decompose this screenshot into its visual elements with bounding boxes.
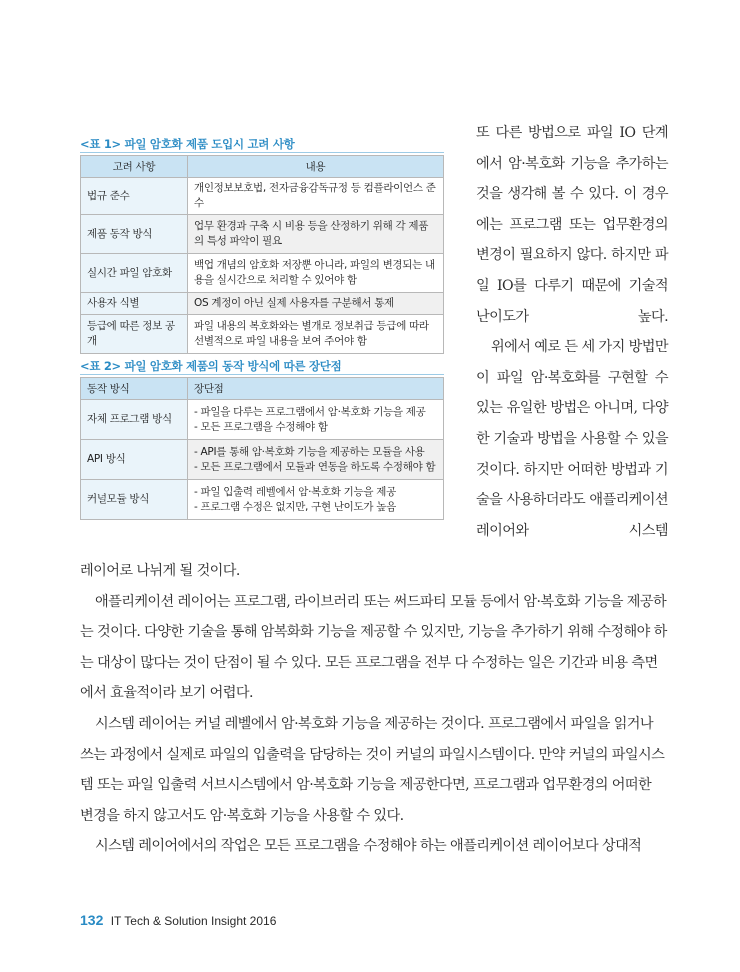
- page-number: 132: [80, 912, 104, 928]
- table-row: [81, 315, 444, 354]
- table-row: [81, 254, 444, 293]
- paragraph: 위에서 예로 든 세 가지 방법만이 파일 암·복호화를 구현할 수 있는 유일한 방법은 아니며, 다양한 기술과 방법을 사용할 수 있을 것이다. 하지만 어떠한 방법과 기술을 사용하더라도 애플리케이션 레이어와 시스템: [476, 339, 668, 539]
- right-column-text: [476, 118, 668, 546]
- table1-cell: 제품 동작 방식: [81, 215, 188, 254]
- paragraph: 시스템 레이어에서의 작업은 모든 프로그램을 수정해야 하는 애플리케이션 레이어보다 상대적: [95, 838, 642, 855]
- table-row: [81, 215, 444, 254]
- table-row: [81, 293, 444, 315]
- table1-cell: 등급에 따른 정보 공개: [81, 315, 188, 354]
- table2-cell: 자체 프로그램 방식: [81, 400, 188, 440]
- body-text: [80, 556, 668, 862]
- table1-cell: 법규 준수: [81, 178, 188, 215]
- table2-cell: - 파일을 다루는 프로그램에서 암·복호화 기능을 제공 - 모든 프로그램을 수정해야 함: [188, 400, 444, 440]
- table1-header-1: 고려 사항: [81, 156, 188, 178]
- table2: [80, 377, 444, 520]
- table-row: [81, 178, 444, 215]
- paragraph: 시스템 레이어는 커널 레벨에서 암·복호화 기능을 제공하는 것이다. 프로그램에서 파일을 읽거나 쓰는 과정에서 실제로 파일의 입출력을 담당하는 것이 커널의 파일시스템이다. 만약 커널의 파일시스템 또는 파일 입출력 서브시스템에서 암·복호화 기능을 제공한다면, 프로그램과 업무환경의 어떠한 변경을 하지 않고서도 암·복호화 기능을 사용할 수 있다.: [80, 715, 665, 824]
- table2-title: <표 2> 파일 암호화 제품의 동작 방식에 따른 장단점: [80, 359, 342, 373]
- table-row: [81, 480, 444, 520]
- table-row: [81, 440, 444, 480]
- table2-title-rule: [80, 374, 444, 375]
- publication-title: IT Tech & Solution Insight 2016: [110, 914, 277, 928]
- table2-header-2: 장단점: [188, 378, 444, 400]
- paragraph: 애플리케이션 레이어는 프로그램, 라이브러리 또는 써드파티 모듈 등에서 암·복호화 기능을 제공하는 것이다. 다양한 기술을 통해 암복화화 기능을 제공할 수 있지만, 기능을 추가하기 위해 수정해야 하는 대상이 많다는 것이 단점이 될 수 있다. 모든 프로그램을 전부 다 수정하는 일은 기간과 비용 측면에서 효율적이라 보기 어렵다.: [80, 593, 667, 702]
- table1-cell: 사용자 식별: [81, 293, 188, 315]
- page-footer: [80, 912, 276, 928]
- table1-cell: 업무 환경과 구축 시 비용 등을 산정하기 위해 각 제품의 특성 파악이 필요: [188, 215, 444, 254]
- table2-cell: - 파일 입출력 레벨에서 암·복호화 기능을 제공 - 프로그램 수정은 없지만, 구현 난이도가 높음: [188, 480, 444, 520]
- table-row: [81, 400, 444, 440]
- table1-title: <표 1> 파일 암호화 제품 도입시 고려 사항: [80, 137, 295, 151]
- table1-cell: 개인정보보호법, 전자금융감독규정 등 컴플라이언스 준수: [188, 178, 444, 215]
- table1: [80, 155, 444, 354]
- table1-title-rule: [80, 152, 444, 153]
- table1-cell: 백업 개념의 암호화 저장뿐 아니라, 파일의 변경되는 내용을 실시간으로 처리할 수 있어야 함: [188, 254, 444, 293]
- table2-cell: - API를 통해 암·복호화 기능을 제공하는 모듈을 사용 - 모든 프로그램에서 모듈과 연동을 하도록 수정해야 함: [188, 440, 444, 480]
- table1-cell: 파일 내용의 복호화와는 별개로 정보취급 등급에 따라 선별적으로 파일 내용을 보여 주어야 함: [188, 315, 444, 354]
- paragraph: 레이어로 나뉘게 될 것이다.: [80, 563, 240, 579]
- table2-header-1: 동작 방식: [81, 378, 188, 400]
- table1-cell: OS 계정이 아닌 실제 사용자를 구분해서 통제: [188, 293, 444, 315]
- table1-header-2: 내용: [188, 156, 444, 178]
- table1-cell: 실시간 파일 암호화: [81, 254, 188, 293]
- paragraph: 또 다른 방법으로 파일 IO 단계에서 암·복호화 기능을 추가하는 것을 생각해 볼 수 있다. 이 경우에는 프로그램 또는 업무환경의 변경이 필요하지 않다. 하지만 파일 IO를 다루기 때문에 기술적 난이도가 높다.: [476, 125, 668, 325]
- table2-cell: API 방식: [81, 440, 188, 480]
- table2-cell: 커널모듈 방식: [81, 480, 188, 520]
